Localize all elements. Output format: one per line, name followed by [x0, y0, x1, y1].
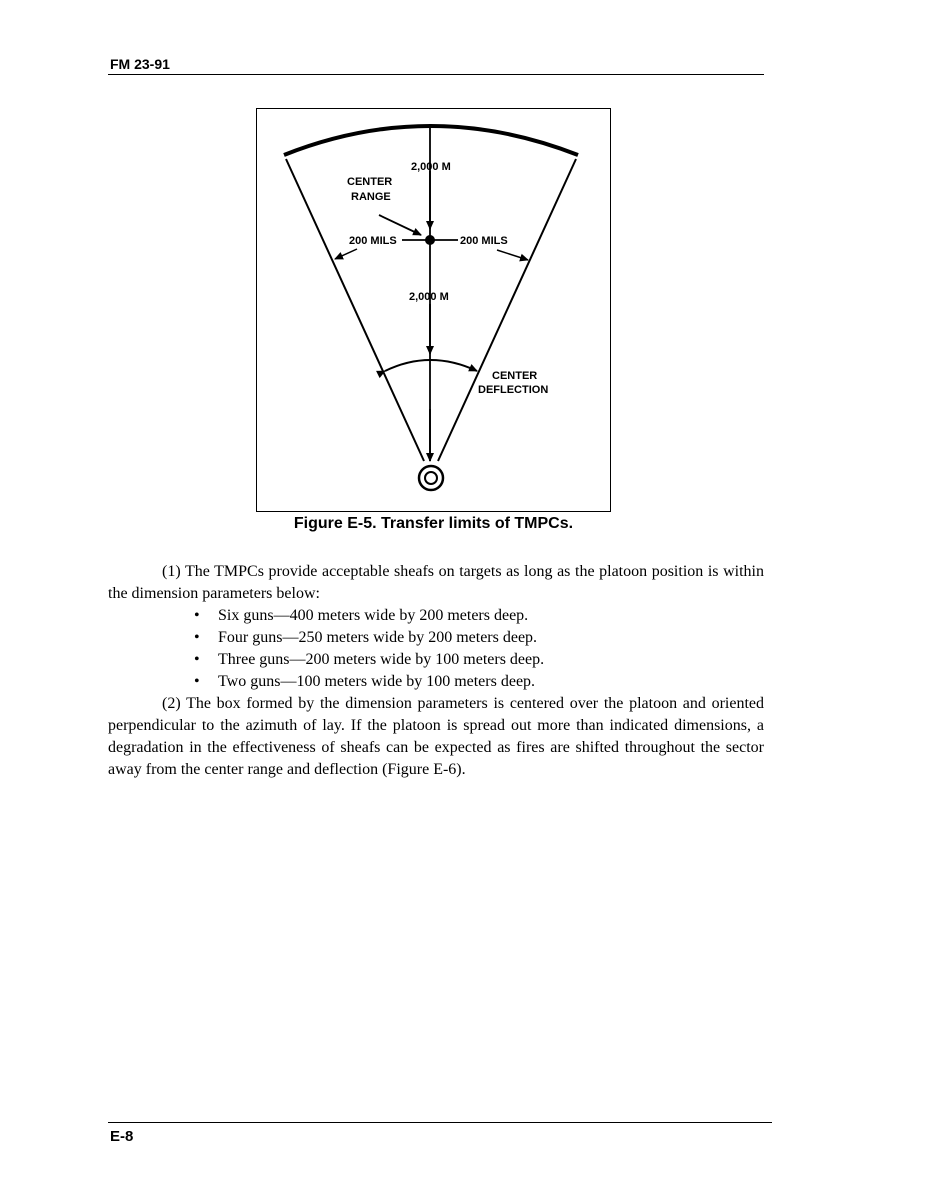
deflection-arc: [385, 360, 477, 371]
center-range-label-line1: CENTER: [347, 176, 393, 188]
center-range-arrow: [379, 215, 421, 235]
sector-diagram: [257, 109, 612, 513]
document-id: FM 23-91: [110, 56, 170, 72]
list-item: • Four guns—250 meters wide by 200 meters deep.: [108, 627, 764, 649]
list-item: • Three guns—200 meters wide by 100 meters deep.: [108, 649, 764, 671]
bullet-dot: •: [194, 629, 200, 646]
platoon-position-inner: [425, 472, 437, 484]
center-range-label-line2: RANGE: [351, 191, 391, 203]
footer-rule: [108, 1122, 772, 1123]
platoon-position-outer: [419, 466, 443, 490]
figure-e5: [256, 108, 611, 512]
list-item: • Two guns—100 meters wide by 100 meters deep.: [108, 671, 764, 693]
sector-arc: [284, 126, 578, 155]
page-number: E-8: [110, 1128, 134, 1145]
right-mils-arrow: [497, 250, 528, 260]
paragraph-2: (2) The box formed by the dimension parameters is centered over the platoon and oriented perpendicular to the azimuth of lay. If the platoon is spread out more than indicated dimensions, a degradation in the effectiveness of sheafs can be expected as fires are shifted throughout the sector away from the center range and deflection (Figure E-6).: [108, 695, 764, 778]
center-deflection-label-line2: DEFLECTION: [478, 384, 549, 396]
center-deflection-label-line1: CENTER: [492, 370, 538, 382]
header-rule: [108, 74, 764, 75]
body-text: [108, 561, 764, 781]
bullet-dot: •: [194, 651, 200, 668]
figure-caption: Figure E-5. Transfer limits of TMPCs.: [293, 515, 574, 532]
center-point: [425, 235, 435, 245]
bullet-dot: •: [194, 673, 200, 690]
paragraph-1: (1) The TMPCs provide acceptable sheafs on targets as long as the platoon position is within the dimension parameters below:: [108, 563, 764, 602]
left-mils-label: 200 MILS: [349, 235, 397, 247]
bullet-list: [108, 605, 764, 693]
right-mils-label: 200 MILS: [460, 235, 508, 247]
sector-left-edge: [286, 159, 424, 461]
bullet-dot: •: [194, 607, 200, 624]
sector-right-edge: [438, 159, 576, 461]
left-mils-arrow: [335, 249, 357, 259]
top-range-label: 2,000 M: [411, 161, 451, 173]
lower-range-label: 2,000 M: [409, 291, 449, 303]
list-item: • Six guns—400 meters wide by 200 meters deep.: [108, 605, 764, 627]
